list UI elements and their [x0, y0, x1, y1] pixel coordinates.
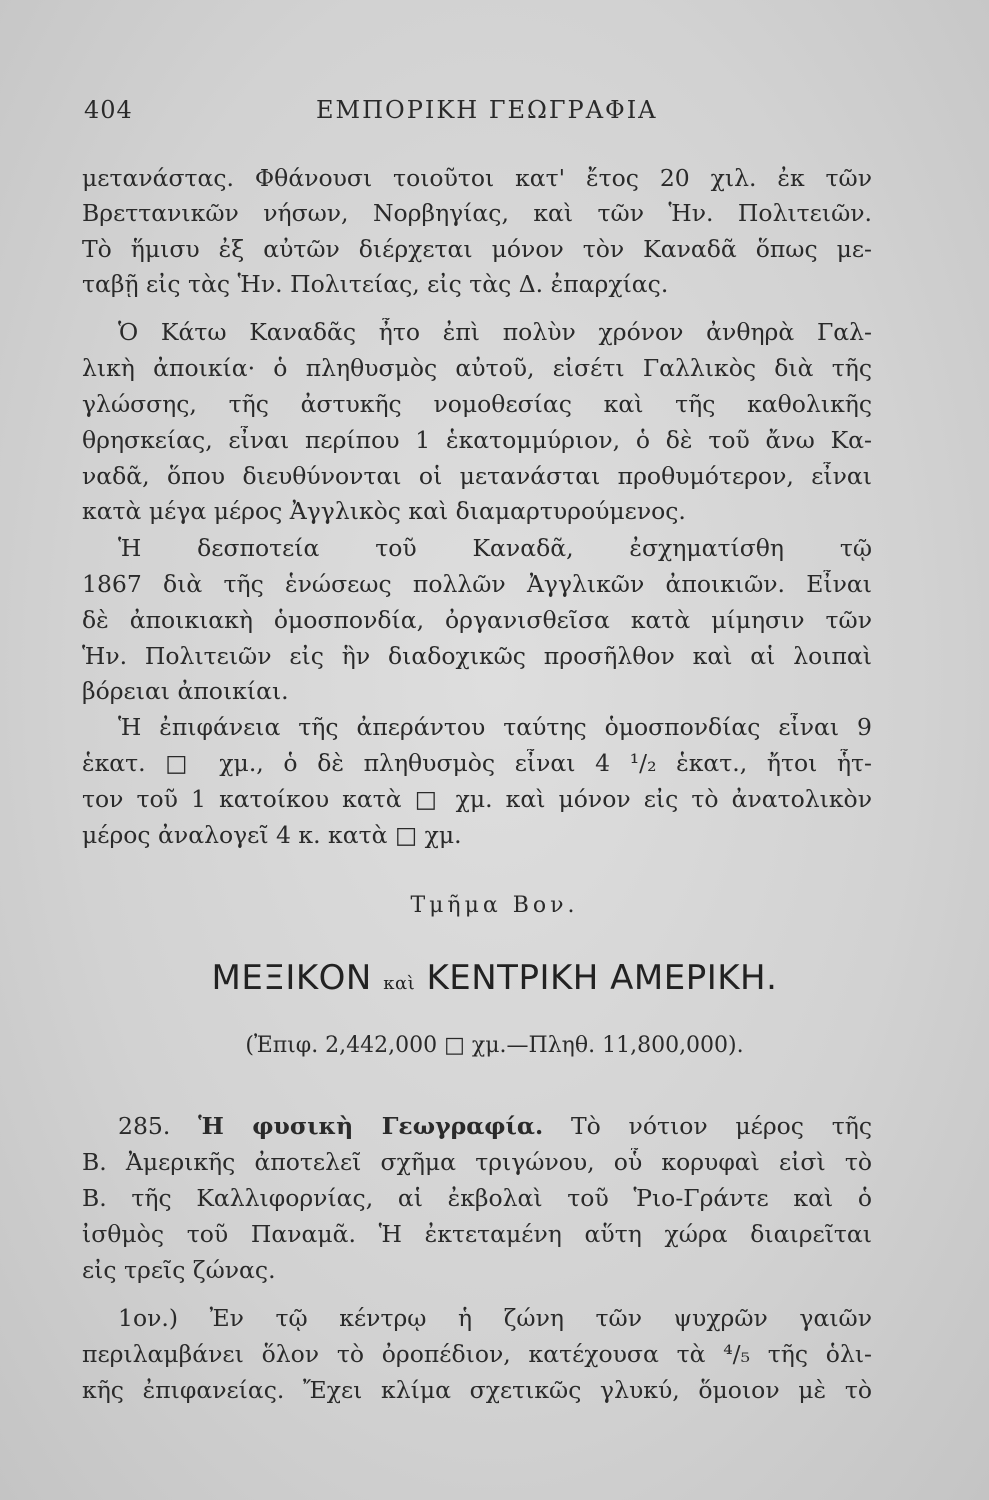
text-line: μετανάστας. Φθάνουσι τοιοῦτοι κατ' ἔτος 20 χιλ. ἐκ τῶν [82, 164, 872, 192]
text-line: δὲ ἀποικιακὴ ὁμοσπονδία, ὀργανισθεῖσα κατὰ μίμησιν τῶν [82, 606, 872, 634]
text-line: 1ον.) Ἐν τῷ κέντρῳ ἡ ζώνη τῶν ψυχρῶν γαιῶν [118, 1304, 872, 1332]
section-title [0, 958, 989, 998]
text-line: Β. Ἀμερικῆς ἀποτελεῖ σχῆμα τριγώνου, οὗ κορυφαὶ εἰσὶ τὸ [82, 1148, 872, 1176]
page-number: 404 [84, 96, 133, 124]
text-line: ἰσθμὸς τοῦ Παναμᾶ. Ἡ ἐκτεταμένη αὕτη χώρα διαιρεῖται [82, 1220, 872, 1248]
text-line: Ἡν. Πολιτειῶν εἰς ἣν διαδοχικῶς προσῆλθον καὶ αἱ λοιπαὶ [82, 642, 872, 670]
text-line: Β. τῆς Καλλιφορνίας, αἱ ἐκβολαὶ τοῦ Ῥιο-Γράντε καὶ ὁ [82, 1184, 872, 1212]
part-label: Τμῆμα Βον. [410, 893, 579, 918]
page-header [84, 96, 864, 132]
section-title-rest: ΚΕΝΤΡΙΚΗ ΑΜΕΡΙΚΗ. [426, 958, 778, 998]
text-line: τον τοῦ 1 κατοίκου κατὰ □ χμ. καὶ μόνον εἰς τὸ ἀνατολικὸν [82, 785, 872, 813]
section-title-kai: καὶ [383, 973, 416, 994]
text-line: λικὴ ἀποικία· ὁ πληθυσμὸς αὐτοῦ, εἰσέτι Γαλλικὸς διὰ τῆς [82, 354, 872, 382]
section-title-main: ΜΕΞΙΚΟΝ [211, 958, 372, 998]
text-line: ναδᾶ, ὅπου διευθύνονται οἱ μετανάσται προθυμότερον, εἶναι [82, 462, 872, 490]
text-line: ἑκατ. □ χμ., ὁ δὲ πληθυσμὸς εἶναι 4 ¹/₂ ἑκατ., ἤτοι ἧτ- [82, 749, 872, 777]
text-line: Ὁ Κάτω Καναδᾶς ἦτο ἐπὶ πολὺν χρόνον ἀνθηρὰ Γαλ- [118, 318, 872, 346]
running-title: ΕΜΠΟΡΙΚΗ ΓΕΩΓΡΑΦΙΑ [316, 96, 658, 124]
text-line: μέρος ἀναλογεῖ 4 κ. κατὰ □ χμ. [82, 821, 462, 849]
text-line: 1867 διὰ τῆς ἑνώσεως πολλῶν Ἀγγλικῶν ἀποικιῶν. Εἶναι [82, 570, 872, 598]
text-line: θρησκείας, εἶναι περίπου 1 ἑκατομμύριον, ὁ δὲ τοῦ ἄνω Κα- [82, 426, 872, 454]
paragraph-285-first-line [118, 1112, 872, 1140]
text-line: εἰς τρεῖς ζώνας. [82, 1256, 276, 1284]
text-line: Τὸ ἥμισυ ἐξ αὐτῶν διέρχεται μόνον τὸν Καναδᾶ ὅπως με- [82, 235, 872, 263]
paragraph-heading: Ἡ φυσικὴ Γεωγραφία. [198, 1112, 544, 1140]
text-line: κῆς ἐπιφανείας. Ἔχει κλίμα σχετικῶς γλυκύ, ὅμοιον μὲ τὸ [82, 1376, 872, 1404]
section-stats: (Ἐπιφ. 2,442,000 □ χμ.—Πληθ. 11,800,000). [245, 1033, 744, 1058]
paragraph-first-line-rest: Τὸ νότιον μέρος τῆς [570, 1112, 872, 1140]
text-line: γλώσσης, τῆς ἀστυκῆς νομοθεσίας καὶ τῆς καθολικῆς [82, 390, 872, 418]
text-line: Βρεττανικῶν νήσων, Νορβηγίας, καὶ τῶν Ἡν. Πολιτειῶν. [82, 199, 872, 227]
paragraph-number: 285. [118, 1112, 171, 1140]
text-line: κατὰ μέγα μέρος Ἀγγλικὸς καὶ διαμαρτυρούμενος. [82, 497, 686, 525]
text-line: Ἡ ἐπιφάνεια τῆς ἀπεράντου ταύτης ὁμοσπονδίας εἶναι 9 [118, 713, 872, 741]
text-line: Ἡ δεσποτεία τοῦ Καναδᾶ, ἐσχηματίσθη τῷ [118, 534, 872, 562]
text-line: ταβῇ εἰς τὰς Ἡν. Πολιτείας, εἰς τὰς Δ. ἐπαρχίας. [82, 270, 669, 298]
text-line: βόρειαι ἀποικίαι. [82, 677, 289, 705]
text-line: περιλαμβάνει ὅλον τὸ ὀροπέδιον, κατέχουσα τὰ ⁴/₅ τῆς ὁλι- [82, 1340, 872, 1368]
